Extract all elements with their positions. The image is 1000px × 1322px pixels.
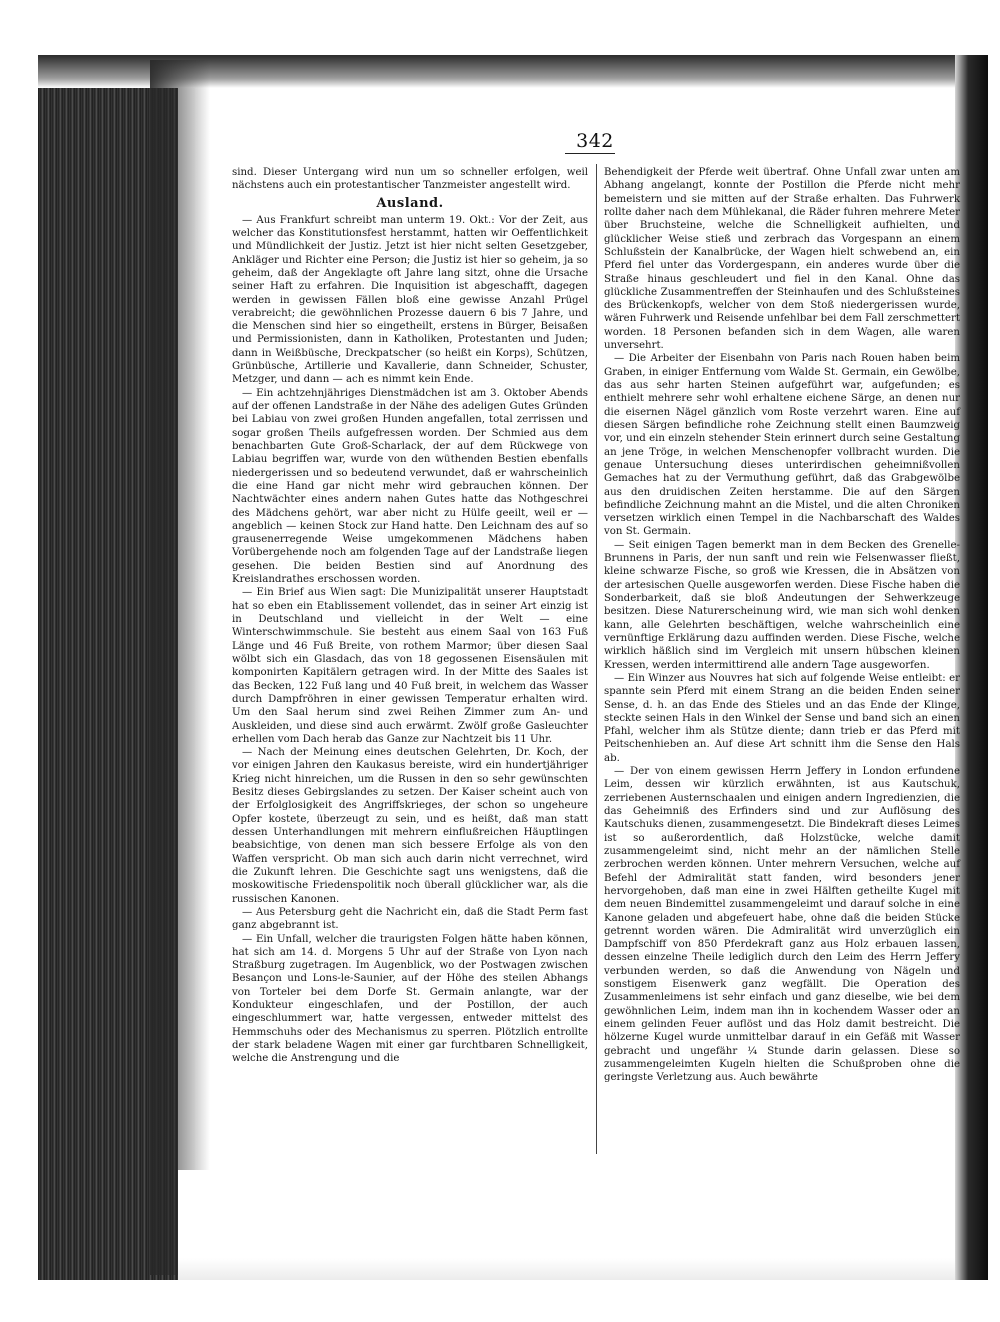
paragraph: — Aus Petersburg geht die Nachricht ein, daß die Stadt Perm fast ganz abgebrannt ist.: [232, 906, 588, 932]
paragraph: — Ein achtzehnjähriges Dienstmädchen ist am 3. Oktober Abends auf der offenen Landstraße in der Nähe des adeligen Gutes Gründen bei Labiau von zwei großen Hunden angefallen, total zerrissen und sogar großen Theils aufgefressen worden. Der Schmied aus dem benachbarten Gute Groß-Scharlack, der auf dem Rückwege von Labiau begriffen war, wurde von den wüthenden Bestien ebenfalls niedergerissen und so bedeutend verwundet, daß er wahrscheinlich die eine Hand gar nicht mehr wird gebrauchen können. Der Nachtwächter eines andern nahen Gutes hatte das Nothgeschrei des Mädchens gehört, war aber nicht zu Hülfe geeilt, weil er — angeblich — keinen Stock zur Hand hatte. Den Leichnam des auf so grausenerregende Weise umgekommenen Mädchens haben Vorübergehende noch am folgenden Tage auf der Landstraße liegen gesehen. Die beiden Bestien sind auf Anordnung des Kreislandrathes erschossen worden.: [232, 387, 588, 586]
paragraph: — Seit einigen Tagen bemerkt man in dem Becken des Grenelle-Brunnens in Paris, der nun sanft und rein wie Felsenwasser fließt, kleine schwarze Fische, so groß wie Kressen, die in Absätzen von der artesischen Quelle ausgeworfen werden. Diese Fische haben die Sonderbarkeit, daß sie bloß Andeutungen der Sehwerkzeuge besitzen. Diese Naturerscheinung wird, wie man sich wohl denken kann, alle Gelehrten beschäftigen, welche wahrscheinlich eine vernünftige Erklärung dazu auffinden werden. Diese Fische, welche wirklich häßlich sind im Vergleich mit unsern hübschen kleinen Kressen, werden intermittirend alle andern Tage ausgeworfen.: [604, 539, 960, 671]
paragraph: — Der von einem gewissen Herrn Jeffery in London erfundene Leim, dessen wir kürzlich erwähnten, ist aus Kautschuk, zerriebenen Austernschaalen und einigen andern Ingredienzien, die das Geheimniß des Erfinders sind und zur Auflösung des Kautschuks dienen, zusammengesetzt. Die Bindekraft dieses Leimes ist so außerordentlich, daß Holzstücke, welche damit zusammengeleimt sind, nicht mehr an der nämlichen Stelle zerbrochen werden können. Unter mehrern Versuchen, welche auf Befehl der Admiralität statt fanden, wird besonders jener hervorgehoben, daß man eine in zwei Hälften getheilte Kugel mit dem neuen Bindemittel zusammengeleimt und darauf solche in eine Kanone geladen und abgefeuert habe, ohne daß die beiden Stücke getrennt worden wären. Die Admiralität wird unverzüglich ein Dampfschiff von 850 Pferdekraft ganz aus Holz erbauen lassen, dessen einzelne Theile lediglich durch den Leim des Herrn Jeffery verbunden werden, so daß die Anwendung von Nägeln und sonstigem Eisenwerk ganz wegfällt. Die Operation des Zusammenleimens ist sehr einfach und ganz dieselbe, wie bei dem gewöhnlichen Leim, indem man ihn in kochendem Wasser oder an einem gelinden Feuer auflöst und das Holz damit bestreicht. Die hölzerne Kugel wurde unmittelbar darauf in ein Gefäß mit Wasser gebracht und ungefähr ¼ Stunde darin gelassen. Diese so zusammengeleimten Kugeln hielten die Schußproben ohne die geringste Verletzung aus. Auch bewährte: [604, 766, 960, 1084]
section-heading: Ausland.: [376, 195, 444, 211]
paragraph: — Ein Brief aus Wien sagt: Die Munizipalität unserer Hauptstadt hat so eben ein Etablissement vollendet, das in seiner Art einzig ist in Deutschland und vielleicht in der Welt — eine Winterschwimmschule. Sie besteht aus einem Saal von 163 Fuß Länge und 46 Fuß Breite, von rothem Marmor; über diesen Saal wölbt sich ein Glasdach, das von 18 gegossenen Eisensäulen mit komponirten Kapitälern getragen wird. In der Mitte des Saales ist das Becken, 122 Fuß lang und 40 Fuß breit, in welchem das Wasser durch Dampfröhren in einer gewissen Temperatur erhalten wird. Um den Saal herum sind zwei Reihen Zimmer zum An- und Auskleiden, und diese sind auch erwärmt. Zwölf große Gasleuchter erhellen vom Dach herab das Ganze zur Nachtzeit bis 11 Uhr.: [232, 587, 588, 745]
left-column: [232, 166, 588, 1066]
right-column: [604, 166, 960, 1085]
paragraph: — Aus Frankfurt schreibt man unterm 19. Okt.: Vor der Zeit, aus welcher das Konstitutionsfest herstammt, hatten wir Oeffentlichkeit und Mündlichkeit der Justiz. Jetzt ist hier nicht selten Gesetzgeber, Ankläger und Richter eine Person; die Justiz ist hier so geheim, ja so geheim, daß der Angeklagte oft Jahre lang sitzt, ohne die Ursache seiner Haft zu erfahren. Die Inquisition ist abgeschafft, dagegen werden in gewissen Fällen bloß eine gewisse Anzahl Prügel verabreicht; die gewöhnlichen Prozesse dauern 6 bis 7 Jahre, und die Menschen sind hier so eingetheilt, erstens in Bürger, Beisaßen und Permissionisten, dann in Katholiken, Protestanten und Juden; dann in Weißbüsche, Dreckpatscher (so heißt ein Korps), Schützen, Grünbüsche, Artillerie und Kavallerie, dann Schneider, Schuster, Metzger, und dann — ach es nimmt kein Ende.: [232, 214, 588, 386]
page-number-rule: [565, 153, 615, 154]
paragraph: — Nach der Meinung eines deutschen Gelehrten, Dr. Koch, der vor einigen Jahren den Kaukasus bereiste, wird ein hundertjähriger Krieg nicht hinreichen, um die Russen in den so sehr gewünschten Besitz dieses Gebirgslandes zu setzen. Der Kaiser scheint auch von der Erfolglosigkeit des Angriffskrieges, der schon so ungeheure Opfer kostete, überzeugt zu sein, und es heißt, daß man statt dessen Unterhandlungen mit mehrern einflußreichen Häuptlingen beabsichtige, von denen man sich bessere Erfolge als von den Waffen verspricht. Ob man sich auch darin nicht verrechnet, wird die Zukunft lehren. Die Geschichte sagt uns wenigstens, daß die moskowitische Friedenspolitik noch überall glücklicher war, als die russischen Kanonen.: [232, 747, 588, 905]
paragraph: sind. Dieser Untergang wird nun um so schneller erfolgen, weil nächstens auch ein protestantischer Tanzmeister angestellt wird.: [232, 167, 588, 192]
paragraph: — Die Arbeiter der Eisenbahn von Paris nach Rouen haben beim Graben, in einiger Entfernung vom Walde St. Germain, ein Gewölbe, das aus sehr harten Steinen aufgeführt war, aufgefunden; es enthielt mehrere sehr wohl erhaltene eichene Särge, an denen nur die eisernen Nägel gänzlich vom Roste verzehrt waren. Eine auf diesen Särgen befindliche rohe Zeichnung stellt einen Baumzweig vor, und ein einzeln stehender Stein erinnert durch seine Gestaltung an jene Tröge, in welchen Menschenopfer vollbracht wurden. Die genaue Untersuchung dieses unterirdischen geheimnißvollen Gemaches hat zu der Vermuthung geführt, daß das Grabgewölbe aus den druidischen Zeiten herstamme. Die auf den Särgen befindliche Zeichnung mahnt an die Mistel, und die alten Chroniken versetzen wirklich einen Tempel in die Nachbarschaft des Waldes von St. Germain.: [604, 353, 960, 538]
paragraph: Behendigkeit der Pferde weit übertraf. Ohne Unfall zwar unten am Abhang angelangt, konnte der Postillon die Pferde nicht mehr bemeistern und sie mitten auf der Straße erhalten. Das Fuhrwerk rollte daher nach dem Mühlekanal, die Räder fuhren mehrere Meter über Bruchsteine, welche die Schnelligkeit aufhielten, und glücklicher Weise stieß und zerbrach das Vorgespann an einem Schlußstein der Kanalbrücke, der Wagen hielt schwebend an, ein Pferd fiel unter das Vordergespann, ein anderes wurde über die Straße hinaus geschleudert und fiel in den Kanal. Ohne das glückliche Zusammentreffen der Steinhaufen und des Schlußsteines des Brückenkopfs, welcher von dem Stoß niedergerissen wurde, wären Fuhrwerk und Reisende unfehlbar bei dem Fall zerschmettert worden. 18 Personen befanden sich in dem Wagen, alle waren unversehrt.: [604, 167, 960, 352]
page-number: 342: [576, 130, 614, 152]
column-divider: [596, 164, 597, 1154]
page-bottom-margin: [178, 1170, 955, 1280]
gutter-shadow: [150, 60, 210, 1275]
paragraph: — Ein Winzer aus Nouvres hat sich auf folgende Weise entleibt: er spannte sein Pferd mit einem Strang an die beiden Enden seiner Sense, d. h. an das Ende des Stieles und an das Ende der Klinge, steckte seinen Hals in den Winkel der Sense und band sich an einen Pfahl, welcher ihm als Stütze diente; dann trieb er das Pferd mit Peitschenhieben an. Auf diese Art schnitt ihm die Sense den Hals ab.: [604, 672, 960, 764]
paragraph: — Ein Unfall, welcher die traurigsten Folgen hätte haben können, hat sich am 14. d. Morgens 5 Uhr auf der Straße von Lyon nach Straßburg zugetragen. Im Augenblick, wo der Postwagen zwischen Besançon und Lons-le-Saunier, auf der Höhe des steilen Abhangs von Torteler bei dem Dorfe St. Germain anlangte, war der Kondukteur eingeschlafen, und der Postillon, der auch eingeschlummert war, hatte vergessen, entweder mittelst des Hemmschuhs oder des Mechanismus zu sperren. Plötzlich entrollte der stark beladene Wagen mit einer gar furchtbaren Schnelligkeit, welche die Anstrengung und die: [232, 933, 588, 1065]
